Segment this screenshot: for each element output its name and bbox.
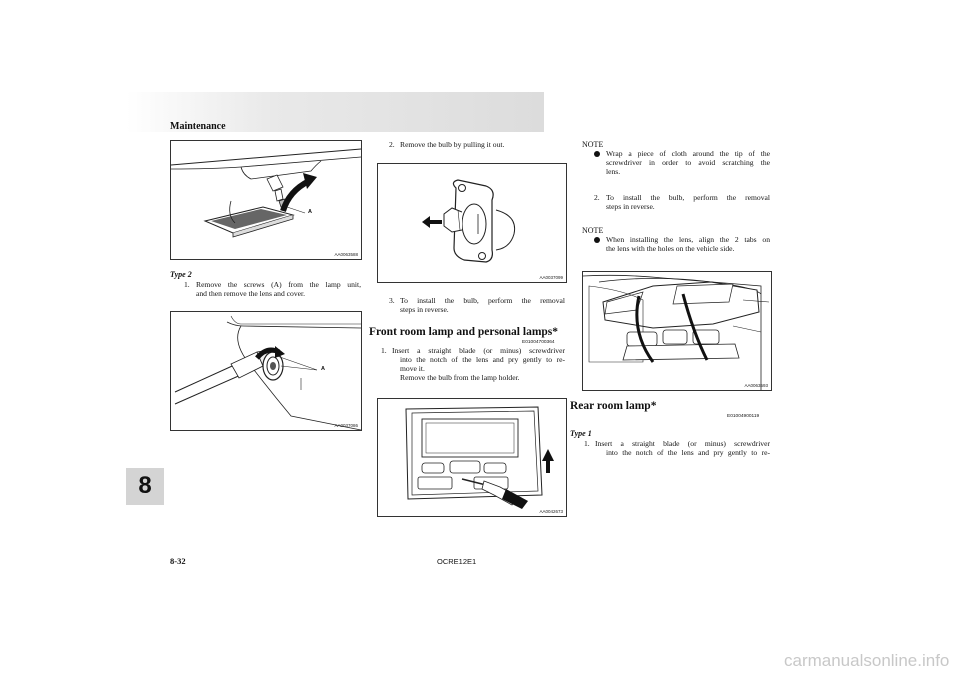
step-text: To install the bulb, perform the removal	[400, 296, 565, 305]
note-label: NOTE	[582, 226, 604, 235]
step-number: 1.	[381, 346, 387, 355]
figure-code: AA0063588	[334, 252, 358, 257]
note-text: Wrap a piece of cloth around the tip of the	[606, 149, 770, 158]
step-text: Insert a straight blade (or minus) screwdriver	[595, 439, 770, 448]
section-code: E01004900119	[727, 414, 760, 419]
figure-code: AA0063593	[744, 383, 768, 388]
step-number: 2.	[594, 193, 600, 202]
step-text: Remove the bulb by pulling it out.	[400, 140, 505, 149]
bullet-icon	[594, 151, 600, 157]
type1-heading: Type 1	[570, 429, 592, 438]
step-text: steps in reverse.	[400, 305, 449, 314]
step-text: into the notch of the lens and pry gently to re-	[606, 448, 770, 457]
lens-tabs-illustration	[583, 272, 771, 390]
step-text: and then remove the lens and cover.	[196, 289, 306, 298]
step-text: To install the bulb, perform the removal	[606, 193, 770, 202]
section-title: Front room lamp and personal lamps*	[369, 326, 559, 338]
note-text: the lens with the holes on the vehicle side.	[606, 244, 735, 253]
chapter-tab	[126, 468, 164, 505]
step-text: Remove the bulb from the lamp holder.	[400, 373, 520, 382]
figure-front-room-lamp	[377, 398, 567, 517]
document-code: OCRE12E1	[437, 557, 477, 566]
bulb-illustration	[378, 164, 566, 282]
bullet-icon	[594, 237, 600, 243]
figure-screwdriver-lamp	[170, 311, 362, 431]
note-text: When installing the lens, align the 2 tabs on	[606, 235, 770, 244]
figure-lamp-unit	[170, 140, 362, 260]
chapter-number: 8	[138, 472, 152, 499]
screwdriver-illustration	[171, 312, 361, 430]
figure-bulb-removal	[377, 163, 567, 283]
step-text: into the notch of the lens and pry gently to re-	[400, 355, 565, 364]
figure-code: AA0037099	[539, 275, 563, 280]
note-text: lens.	[606, 167, 621, 176]
step-text: steps in reverse.	[606, 202, 655, 211]
watermark: carmanualsonline.info	[784, 651, 950, 670]
section-code: E01004700364	[522, 340, 555, 345]
type2-heading: Type 2	[170, 270, 192, 279]
page-header-title: Maintenance	[170, 121, 226, 132]
step-text: move it.	[400, 364, 425, 373]
figure-code: AA0037086	[334, 423, 358, 428]
step-text: Remove the screws (A) from the lamp unit,	[196, 280, 361, 289]
figure-lens-tabs	[582, 271, 772, 391]
note-text: screwdriver in order to avoid scratching the	[606, 158, 770, 167]
section-title: Rear room lamp*	[570, 400, 657, 412]
note-label: NOTE	[582, 140, 604, 149]
figure-code: AA0042673	[539, 509, 563, 514]
step-number: 3.	[389, 296, 395, 305]
step-number: 2.	[389, 140, 395, 149]
page-number: 8-32	[170, 556, 186, 566]
step-number: 1.	[584, 439, 590, 448]
step-number: 1.	[184, 280, 190, 289]
callout-a: A	[321, 366, 325, 372]
front-lamp-illustration	[378, 399, 566, 516]
step-text: Insert a straight blade (or minus) screwdriver	[392, 346, 565, 355]
lamp-unit-illustration	[171, 141, 361, 259]
callout-a: A	[308, 209, 312, 215]
